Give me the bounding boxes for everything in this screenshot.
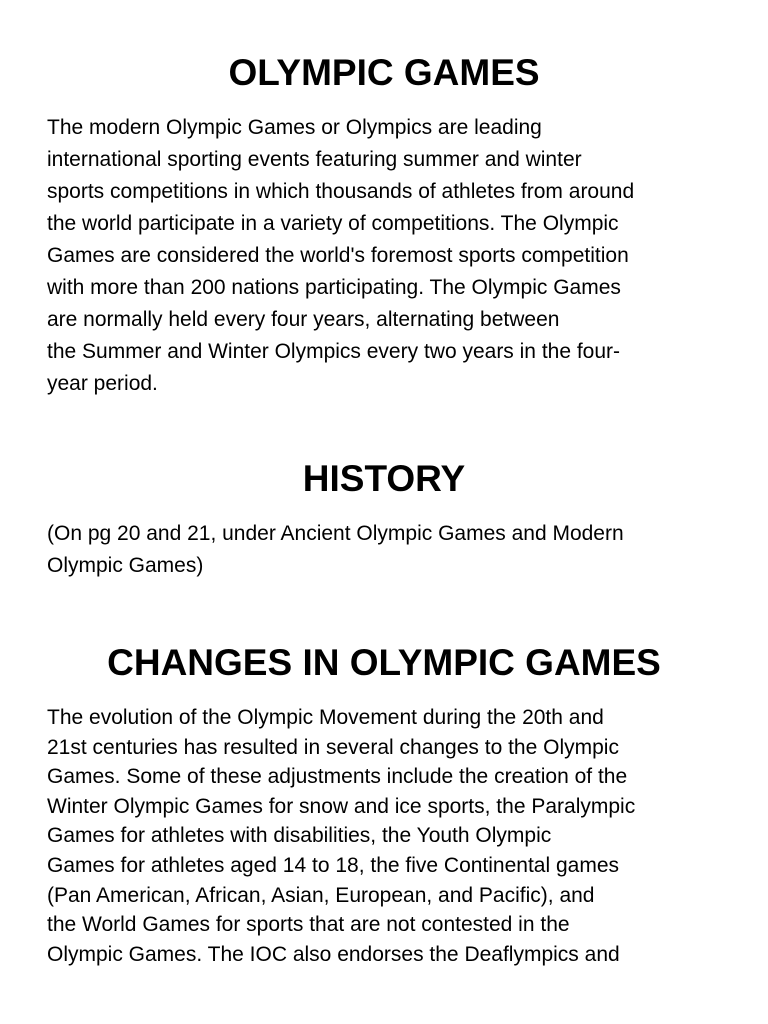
paragraph-intro: [47, 112, 737, 400]
heading-olympic-games: OLYMPIC GAMES: [228, 52, 540, 93]
text-line: Games are considered the world's foremost sports competition: [47, 244, 629, 267]
text-line: Games for athletes with disabilities, the Youth Olympic: [47, 824, 552, 848]
text-line: sports competitions in which thousands of athletes from around: [47, 180, 635, 203]
text-line: year period.: [47, 372, 158, 395]
text-line: Olympic Games. The IOC also endorses the Deaflympics and: [47, 942, 620, 966]
text-line: (On pg 20 and 21, under Ancient Olympic Games and Modern: [47, 522, 624, 545]
text-line: are normally held every four years, alternating between: [47, 308, 560, 331]
text-line: with more than 200 nations participating. The Olympic Games: [47, 276, 621, 299]
text-line: 21st centuries has resulted in several changes to the Olympic: [47, 735, 619, 759]
heading-history: HISTORY: [302, 458, 466, 499]
text-line: the World Games for sports that are not contested in the: [47, 913, 570, 937]
heading-changes-in-olympic-games: CHANGES IN OLYMPIC GAMES: [107, 642, 661, 683]
text-line: Games. Some of these adjustments include the creation of the: [47, 765, 628, 789]
text-line: The evolution of the Olympic Movement during the 20th and: [47, 706, 604, 729]
paragraph-changes: [47, 703, 737, 969]
text-line: the Summer and Winter Olympics every two years in the four-: [47, 340, 621, 363]
paragraph-history: [47, 518, 737, 582]
text-line: Games for athletes aged 14 to 18, the five Continental games: [47, 853, 620, 877]
text-line: Olympic Games): [47, 554, 204, 577]
text-line: Winter Olympic Games for snow and ice sports, the Paralympic: [47, 794, 636, 818]
text-line: The modern Olympic Games or Olympics are leading: [47, 116, 542, 139]
text-line: international sporting events featuring summer and winter: [47, 148, 582, 171]
text-line: (Pan American, African, Asian, European, and Pacific), and: [47, 883, 595, 907]
text-line: the world participate in a variety of competitions. The Olympic: [47, 212, 619, 235]
